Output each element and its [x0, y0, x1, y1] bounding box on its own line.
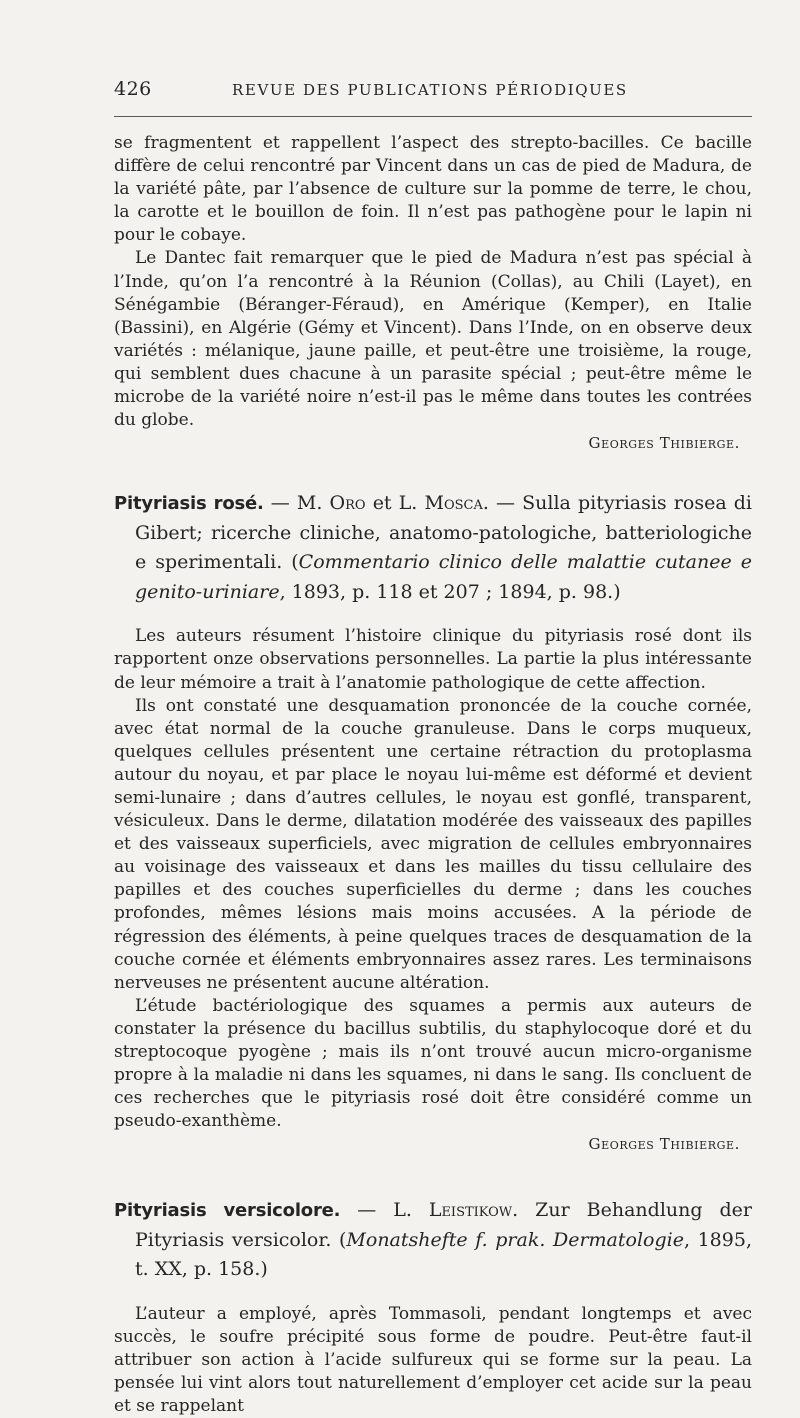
- entry-author: Mosca: [424, 492, 483, 515]
- page-number: 426: [114, 78, 152, 100]
- journal-title: REVUE DES PUBLICATIONS PÉRIODIQUES: [232, 81, 628, 99]
- entry-title: Pityriasis versicolore.: [114, 1200, 341, 1222]
- entry-citation-end: , 1893, p. 118 et 207 ; 1894, p. 98.): [279, 580, 621, 603]
- entry-citation: Sulla pityriasis rosea di Gibert; ricerche cliniche, anatomo-patologiche, batteriologiche e sperimentali. (: [135, 492, 753, 574]
- entry-2-paragraph-1: L’auteur a employé, après Tommasoli, pendant longtemps et avec succès, le soufre précipité sous forme de poudre. Peut-être faut-il attribuer son action à l’acide sulfureux qui se forme sur la peau. La pensée lui vint alors tout naturellement d’employer cet acide sur la peau et se rappelant: [114, 1303, 752, 1417]
- entry-dash: — L.: [340, 1199, 429, 1222]
- entry-citation-end: , 1895, t. XX, p. 158.): [135, 1228, 752, 1281]
- entry-1-signature: Georges Thibierge.: [588, 1135, 740, 1154]
- header-rule: [114, 116, 752, 117]
- article-body: [114, 132, 752, 1418]
- entry-author: Leistikow: [428, 1199, 513, 1222]
- running-head: [114, 78, 752, 102]
- continuation-paragraph-2: Le Dantec fait remarquer que le pied de Madura n’est pas spécial à l’Inde, qu’on l’a rencontré à la Réunion (Collas), au Chili (Layet), en Sénégambie (Béranger-Féraud), en Amérique (Kemper), en Italie (Bassini), en Algérie (Gémy et Vincent). Dans l’Inde, on en observe deux variétés : mélanique, jaune paille, et peut-être une troisième, la rouge, qui semblent dues chacune à un parasite spécial ; peut-être même le microbe de la variété noire n’est-il pas le même dans toutes les contrées du globe.: [114, 248, 752, 431]
- entry-1-paragraph-1: Les auteurs résument l’histoire clinique du pityriasis rosé dont ils rapportent onze observations personnelles. La partie la plus intéressante de leur mémoire a trait à l’anatomie pathologique de cette affection.: [114, 626, 752, 693]
- entry-author: Oro: [329, 492, 366, 515]
- entry-pityriasis-versicolore-heading: [114, 1196, 752, 1285]
- entry-1-paragraph-2: Ils ont constaté une desquamation prononcée de la couche cornée, avec état normal de la couche granuleuse. Dans le corps muqueux, quelques cellules présentent une certaine rétraction du protoplasma autour du noyau, et par place le noyau lui-même est déformé et devient semi-lunaire ; dans d’autres cellules, le noyau est gonflé, transparent, vésiculeux. Dans le derme, dilatation modérée des vaisseaux des papilles et des vaisseaux superficiels, avec migration de cellules embryonnaires au voisinage des vaisseaux et dans les mailles du tissu cellulaire des papilles et des couches superficielles du derme ; dans les couches profondes, mêmes lésions mais moins accusées. A la période de régression des éléments, à peine quelques traces de desquamation de la couche cornée et éléments embryonnaires assez rares. Les terminaisons nerveuses ne présentent aucune altération.: [114, 695, 752, 993]
- entry-dash: . —: [482, 492, 523, 515]
- continuation-paragraph-1: se fragmentent et rappellent l’aspect des strepto-bacilles. Ce bacille diffère de celui rencontré par Vincent dans un cas de pied de Madura, de la variété pâte, par l’absence de culture sur la pomme de terre, le chou, la carotte et le bouillon de foin. Il n’est pas pathogène pour le lapin ni pour le cobaye.: [114, 133, 752, 246]
- entry-1-paragraph-3: L’étude bactériologique des squames a permis aux auteurs de constater la présence du bacillus subtilis, du staphylocoque doré et du streptocoque pyogène ; mais ils n’ont trouvé aucun micro-organisme propre à la maladie ni dans les squames, ni dans le sang. Ils concluent de ces recherches que le pityriasis rosé doit être considéré comme un pseudo-exanthème.: [114, 995, 752, 1132]
- continuation-signature: Georges Thibierge.: [588, 434, 740, 453]
- entry-dash: — M.: [263, 492, 330, 515]
- entry-conjunction: et L.: [365, 492, 425, 515]
- entry-title: Pityriasis rosé.: [114, 493, 264, 515]
- entry-source: Commentario clinico delle malattie cutanee e genito-uriniare: [135, 551, 752, 603]
- entry-dash: .: [512, 1199, 536, 1222]
- entry-source: Monatshefte f. prak. Dermatologie: [346, 1228, 684, 1251]
- entry-citation: Zur Behandlung der Pityriasis versicolor. (: [135, 1199, 752, 1251]
- entry-pityriasis-rose-heading: [114, 489, 752, 607]
